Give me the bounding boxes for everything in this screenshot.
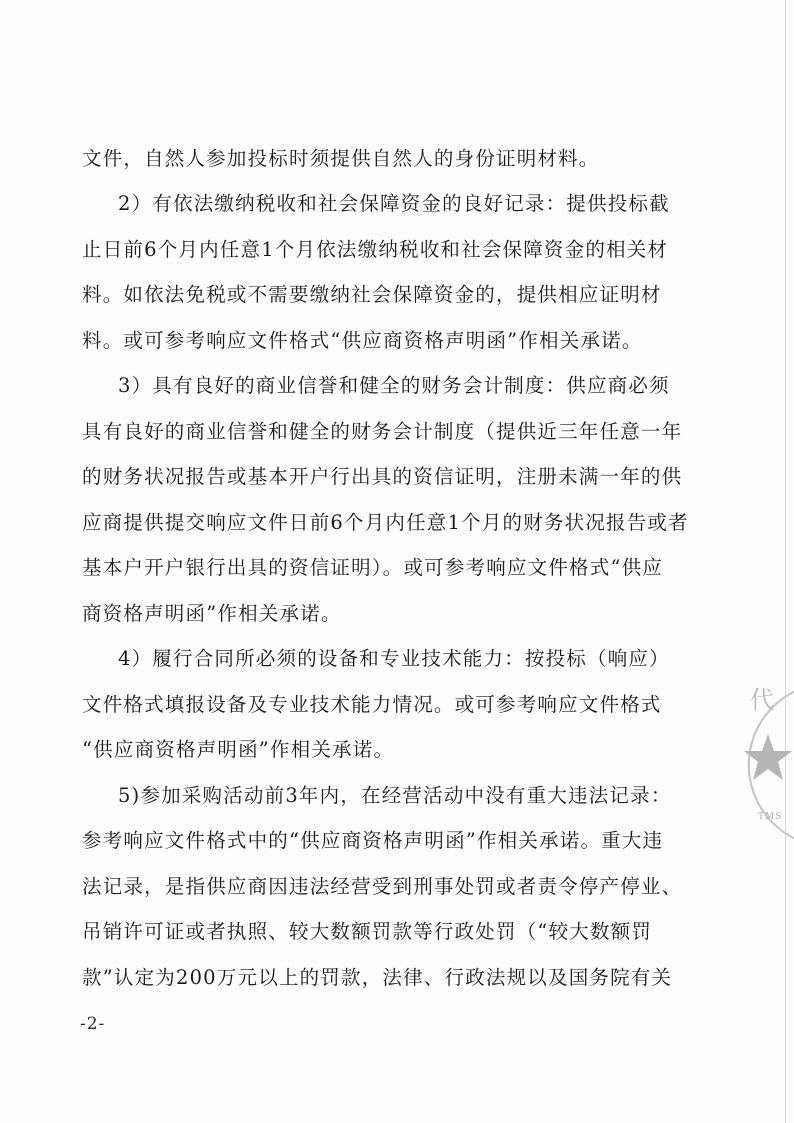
page-number: -2- bbox=[80, 1014, 106, 1034]
body-line-3: 止日前6个月内任意1个月依法缴纳税收和社会保障资金的相关材 bbox=[82, 238, 669, 261]
body-line-11: 商资格声明函”作相关承诺。 bbox=[82, 602, 342, 625]
body-line-4: 料。如依法免税或不需要缴纳社会保障资金的，提供相应证明材 bbox=[82, 283, 662, 306]
body-line-14: “供应商资格声明函”作相关承诺。 bbox=[82, 738, 395, 761]
body-line-19: 款”认定为200万元以上的罚款，法律、行政法规以及国务院有关 bbox=[82, 966, 673, 989]
seal-star-icon bbox=[742, 732, 794, 784]
body-line-16: 参考响应文件格式中的“供应商资格声明函”作相关承诺。重大违 bbox=[82, 829, 664, 852]
body-line-17: 法记录，是指供应商因违法经营受到刑事处罚或者责令停产停业、 bbox=[82, 875, 683, 898]
body-line-13: 文件格式填报设备及专业技术能力情况。或可参考响应文件格式 bbox=[82, 693, 662, 716]
body-line-5: 料。或可参考响应文件格式“供应商资格声明函”作相关承诺。 bbox=[82, 329, 643, 352]
page-edge-divider bbox=[785, 0, 786, 1123]
body-line-2: 2）有依法缴纳税收和社会保障资金的良好记录：提供投标截 bbox=[118, 192, 670, 215]
body-line-1: 文件，自然人参加投标时须提供自然人的身份证明材料。 bbox=[82, 147, 600, 170]
body-line-10: 基本户开户银行出具的资信证明）。或可参考响应文件格式“供应 bbox=[82, 556, 664, 579]
seal-character: 代 bbox=[750, 686, 774, 714]
seal-code-mark: TMS bbox=[758, 812, 783, 822]
body-line-7: 具有良好的商业信誉和健全的财务会计制度（提供近三年任意一年 bbox=[82, 420, 683, 443]
body-line-8: 的财务状况报告或基本开户行出具的资信证明，注册未满一年的供 bbox=[82, 465, 683, 488]
body-line-18: 吊销许可证或者执照、较大数额罚款等行政处罚（“较大数额罚 bbox=[82, 920, 653, 943]
body-line-15: 5)参加采购活动前3年内，在经营活动中没有重大违法记录： bbox=[118, 784, 672, 807]
body-line-9: 应商提供提交响应文件日前6个月内任意1个月的财务状况报告或者 bbox=[82, 511, 689, 534]
partial-seal-stamp bbox=[736, 680, 794, 850]
body-line-6: 3）具有良好的商业信誉和健全的财务会计制度：供应商必须 bbox=[118, 374, 670, 397]
body-line-12: 4）履行合同所必须的设备和专业技术能力：按投标（响应） bbox=[118, 647, 670, 670]
